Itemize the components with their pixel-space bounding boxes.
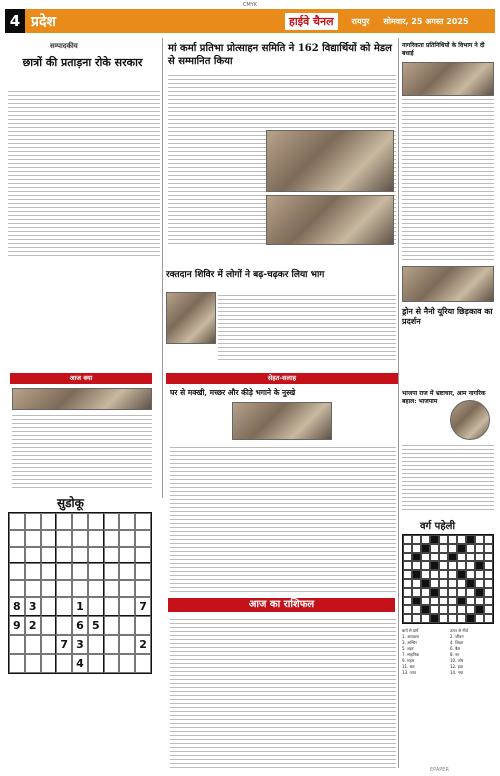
aaj-ka-band: आज क्या [10, 373, 152, 384]
sudoku-cell [56, 616, 72, 635]
crossword-cell [448, 579, 457, 588]
crossword-cell [430, 579, 439, 588]
crossword-cell [412, 614, 421, 623]
sudoku-cell [41, 597, 57, 616]
crossword-cell [457, 605, 466, 614]
crossword-cell [484, 544, 493, 553]
crossword-cell [421, 597, 430, 606]
crossword-cell [439, 544, 448, 553]
sudoku-cell [104, 563, 120, 580]
crossword-cell [466, 579, 475, 588]
clue-item: 4. शिक्षा [450, 640, 463, 645]
crossword-cell [421, 544, 430, 553]
rashifal-title: आज का राशिफल [168, 598, 395, 612]
sudoku-cell [56, 530, 72, 547]
sudoku-cell [56, 580, 72, 597]
crossword-cell [466, 561, 475, 570]
drone-headline: ड्रोन से नैनो यूरिया छिड़काव का प्रदर्शन [402, 306, 493, 326]
mla-body [402, 442, 494, 512]
sudoku-cell [119, 597, 135, 616]
sudoku-cell [88, 530, 104, 547]
award-photo [266, 130, 394, 192]
crossword-cell [466, 597, 475, 606]
sudoku-cell: 7 [56, 635, 72, 654]
crossword-cell [466, 588, 475, 597]
crossword-cell [457, 544, 466, 553]
sudoku-cell: 6 [72, 616, 88, 635]
sudoku-cell [9, 563, 25, 580]
sudoku-cell [135, 513, 151, 530]
crossword-cell [412, 544, 421, 553]
clue-item: 6. बैल [450, 646, 461, 651]
crossword-cell [457, 597, 466, 606]
crossword-cell [466, 570, 475, 579]
crossword-cell [403, 614, 412, 623]
lead-headline: मां कर्मा प्रतिभा प्रोत्साहन समिति ने 162 विद्यार्थियों को मेडल से सम्मानित किया [168, 43, 392, 67]
sudoku-cell [41, 654, 57, 673]
crossword-cell [484, 597, 493, 606]
crossword-cell [439, 614, 448, 623]
crossword-cell [484, 614, 493, 623]
crossword-cell [448, 561, 457, 570]
sudoku-cell [88, 597, 104, 616]
crossword-cell [403, 535, 412, 544]
sudoku-cell [25, 530, 41, 547]
sudoku-cell [88, 563, 104, 580]
sudoku-cell [41, 513, 57, 530]
sudoku-cell [72, 547, 88, 564]
column-rule [398, 38, 399, 768]
sudoku-cell [88, 513, 104, 530]
crossword-cell [439, 561, 448, 570]
sudoku-cell: 5 [88, 616, 104, 635]
sudoku-cell: 2 [25, 616, 41, 635]
crossword-cell [448, 614, 457, 623]
crossword-cell [421, 588, 430, 597]
crossword-cell [457, 579, 466, 588]
brand-logo: हाईवे चैनल [285, 13, 338, 30]
clue-item: 10. जोर [450, 658, 464, 663]
clue-item: 3. अस्थिर [402, 640, 417, 645]
crossword-cell [421, 614, 430, 623]
sudoku-cell: 7 [135, 597, 151, 616]
sudoku-cell [119, 547, 135, 564]
aaj-ka-body [12, 412, 152, 490]
sudoku-cell [25, 563, 41, 580]
crossword-cell [484, 561, 493, 570]
crossword-cell [484, 570, 493, 579]
sudoku-cell [119, 654, 135, 673]
sudoku-cell [88, 635, 104, 654]
sudoku-cell [25, 654, 41, 673]
crossword-cell [412, 535, 421, 544]
crossword-cell [475, 561, 484, 570]
sudoku-cell [41, 580, 57, 597]
sudoku-cell [88, 654, 104, 673]
crossword-title: वर्ग पहेली [420, 521, 456, 532]
crossword-cell [484, 605, 493, 614]
sudoku-cell [135, 563, 151, 580]
sudoku-cell [104, 635, 120, 654]
crossword-cell [412, 597, 421, 606]
sudoku-cell [88, 580, 104, 597]
clue-item: बायें से दायें [402, 628, 419, 633]
date-label: सोमवार, 25 अगस्त 2025 [383, 16, 469, 26]
crossword-cell [457, 588, 466, 597]
clue-item: 9. महल [402, 658, 415, 663]
crossword-cell [484, 579, 493, 588]
award-photo [266, 195, 394, 245]
crossword-grid [402, 534, 494, 624]
clue-item: 2. जीवन [450, 634, 464, 639]
sudoku-cell: 3 [72, 635, 88, 654]
sudoku-cell [9, 580, 25, 597]
sudoku-cell: 9 [9, 616, 25, 635]
crossword-cell [457, 561, 466, 570]
crossword-cell [439, 597, 448, 606]
sudoku-title: सुडोकू [57, 496, 84, 510]
crossword-cell [466, 614, 475, 623]
crossword-cell [403, 570, 412, 579]
crossword-cell [448, 605, 457, 614]
crossword-cell [412, 553, 421, 562]
crossword-cell [439, 553, 448, 562]
sudoku-cell [135, 547, 151, 564]
bracelet-photo [12, 388, 152, 410]
mla-headline: भाजपा राज में भ्रष्टाचार, आम नागरिक बहाल: भाजपाम [402, 390, 486, 405]
sudoku-cell [135, 616, 151, 635]
sudoku-cell: 2 [135, 635, 151, 654]
watermark: EPAPER [430, 767, 449, 773]
sudoku-cell [9, 654, 25, 673]
sudoku-cell [9, 513, 25, 530]
crossword-cell [430, 588, 439, 597]
crossword-cell [466, 553, 475, 562]
clue-item: 12. हवा [450, 664, 464, 669]
sudoku-cell: 1 [72, 597, 88, 616]
sudoku-cell: 8 [9, 597, 25, 616]
sudoku-cell: 4 [72, 654, 88, 673]
crossword-cell [439, 570, 448, 579]
crossword-cell [403, 588, 412, 597]
side-body [402, 96, 494, 261]
cmyk-mark: CMYK [242, 2, 258, 8]
health-headline: घर से मक्खी, मच्छर और कीड़े भगाने के नुस्खे [170, 388, 296, 397]
crossword-cell [466, 544, 475, 553]
crossword-cell [475, 553, 484, 562]
sudoku-cell [88, 547, 104, 564]
health-body [170, 444, 396, 592]
crossword-cell [475, 597, 484, 606]
crossword-cell [475, 579, 484, 588]
sudoku-cell [119, 513, 135, 530]
crossword-cell [403, 605, 412, 614]
crossword-cell [430, 570, 439, 579]
crossword-cell [403, 544, 412, 553]
editorial-headline: छात्रों की प्रताड़ना रोके सरकार [22, 56, 143, 69]
sudoku-cell [72, 580, 88, 597]
sudoku-cell [41, 616, 57, 635]
drone-photo [402, 266, 494, 302]
clues-across [402, 628, 446, 676]
crossword-cell [457, 535, 466, 544]
crossword-cell [403, 561, 412, 570]
crossword-cell [457, 553, 466, 562]
crossword-cell [421, 561, 430, 570]
sudoku-cell [135, 530, 151, 547]
crossword-cell [448, 544, 457, 553]
clue-item: 5. शहर [402, 646, 414, 651]
crossword-cell [448, 570, 457, 579]
crossword-cell [475, 535, 484, 544]
sudoku-cell [72, 530, 88, 547]
sudoku-cell [104, 597, 120, 616]
health-photo [232, 402, 332, 440]
crossword-clues [402, 628, 494, 676]
page-number: 4 [5, 9, 25, 33]
crossword-cell [430, 597, 439, 606]
sudoku-cell [104, 530, 120, 547]
crossword-cell [412, 588, 421, 597]
crossword-cell [403, 579, 412, 588]
clue-item: 7. साइनिक [402, 652, 420, 657]
clue-item: 13. जाय [402, 670, 416, 675]
sudoku-cell [104, 580, 120, 597]
crossword-cell [412, 579, 421, 588]
blood-camp-headline: रक्तदान शिविर में लोगों ने बढ़-चढ़कर लिया भाग [166, 270, 325, 280]
crossword-cell [403, 553, 412, 562]
sudoku-cell [135, 654, 151, 673]
masthead [5, 9, 495, 33]
sudoku-cell [25, 513, 41, 530]
editorial-body [8, 88, 160, 258]
sudoku-grid [8, 512, 152, 674]
crossword-cell [466, 535, 475, 544]
crossword-cell [457, 570, 466, 579]
crossword-cell [421, 553, 430, 562]
crossword-cell [439, 588, 448, 597]
sudoku-cell [56, 597, 72, 616]
crossword-cell [421, 535, 430, 544]
clue-item: 11. बल [402, 664, 415, 669]
crossword-cell [439, 579, 448, 588]
crossword-cell [448, 597, 457, 606]
crossword-cell [421, 605, 430, 614]
sudoku-cell: 3 [25, 597, 41, 616]
mla-portrait [450, 400, 490, 440]
sudoku-cell [104, 513, 120, 530]
sudoku-cell [119, 563, 135, 580]
crossword-cell [475, 614, 484, 623]
crossword-cell [466, 605, 475, 614]
sudoku-cell [56, 654, 72, 673]
city-label: रायपुर [351, 16, 370, 26]
crossword-cell [448, 553, 457, 562]
sudoku-cell [56, 513, 72, 530]
rashifal-body [170, 616, 396, 768]
crossword-cell [475, 605, 484, 614]
crossword-cell [412, 561, 421, 570]
sudoku-cell [72, 513, 88, 530]
crossword-cell [412, 605, 421, 614]
crossword-cell [475, 570, 484, 579]
clue-item: 8. नट [450, 652, 460, 657]
crossword-cell [430, 553, 439, 562]
crossword-cell [484, 553, 493, 562]
crossword-cell [412, 570, 421, 579]
sudoku-cell [56, 563, 72, 580]
clue-item: ऊपर से नीचे [450, 628, 469, 633]
sudoku-cell [104, 616, 120, 635]
crossword-cell [430, 605, 439, 614]
clues-down [450, 628, 494, 676]
sudoku-cell [104, 547, 120, 564]
column-rule [162, 38, 163, 498]
sudoku-cell [119, 580, 135, 597]
sudoku-cell [9, 547, 25, 564]
crossword-cell [448, 535, 457, 544]
crossword-cell [439, 605, 448, 614]
sudoku-cell [25, 580, 41, 597]
crossword-cell [475, 544, 484, 553]
group-photo [402, 62, 494, 96]
crossword-cell [403, 597, 412, 606]
sudoku-cell [41, 547, 57, 564]
sudoku-cell [9, 635, 25, 654]
sudoku-cell [119, 635, 135, 654]
crossword-cell [457, 614, 466, 623]
crossword-cell [430, 535, 439, 544]
crossword-cell [430, 614, 439, 623]
sudoku-cell [25, 635, 41, 654]
editorial-label: सम्पादकीय [50, 42, 78, 50]
clue-item: 14. गया [450, 670, 464, 675]
crossword-cell [430, 544, 439, 553]
sudoku-cell [119, 530, 135, 547]
clue-item: 1. अरावला [402, 634, 419, 639]
sudoku-cell [41, 635, 57, 654]
sudoku-cell [135, 580, 151, 597]
crossword-cell [484, 535, 493, 544]
crossword-cell [421, 579, 430, 588]
sudoku-cell [72, 563, 88, 580]
blood-camp-body [218, 292, 396, 362]
health-band: सेहत-सलाह [166, 373, 398, 384]
crossword-cell [475, 588, 484, 597]
sudoku-cell [25, 547, 41, 564]
crossword-cell [439, 535, 448, 544]
crossword-cell [484, 588, 493, 597]
sudoku-cell [104, 654, 120, 673]
sudoku-cell [41, 530, 57, 547]
crossword-cell [448, 588, 457, 597]
sudoku-cell [41, 563, 57, 580]
sudoku-cell [119, 616, 135, 635]
side-headline: नागरिकता प्रतिनिधियों के विभाग ने दी बधाई [402, 42, 485, 57]
section-title: प्रदेश [31, 13, 56, 30]
sudoku-cell [9, 530, 25, 547]
crossword-cell [421, 570, 430, 579]
sudoku-cell [56, 547, 72, 564]
blood-camp-photo [166, 292, 216, 344]
crossword-cell [430, 561, 439, 570]
